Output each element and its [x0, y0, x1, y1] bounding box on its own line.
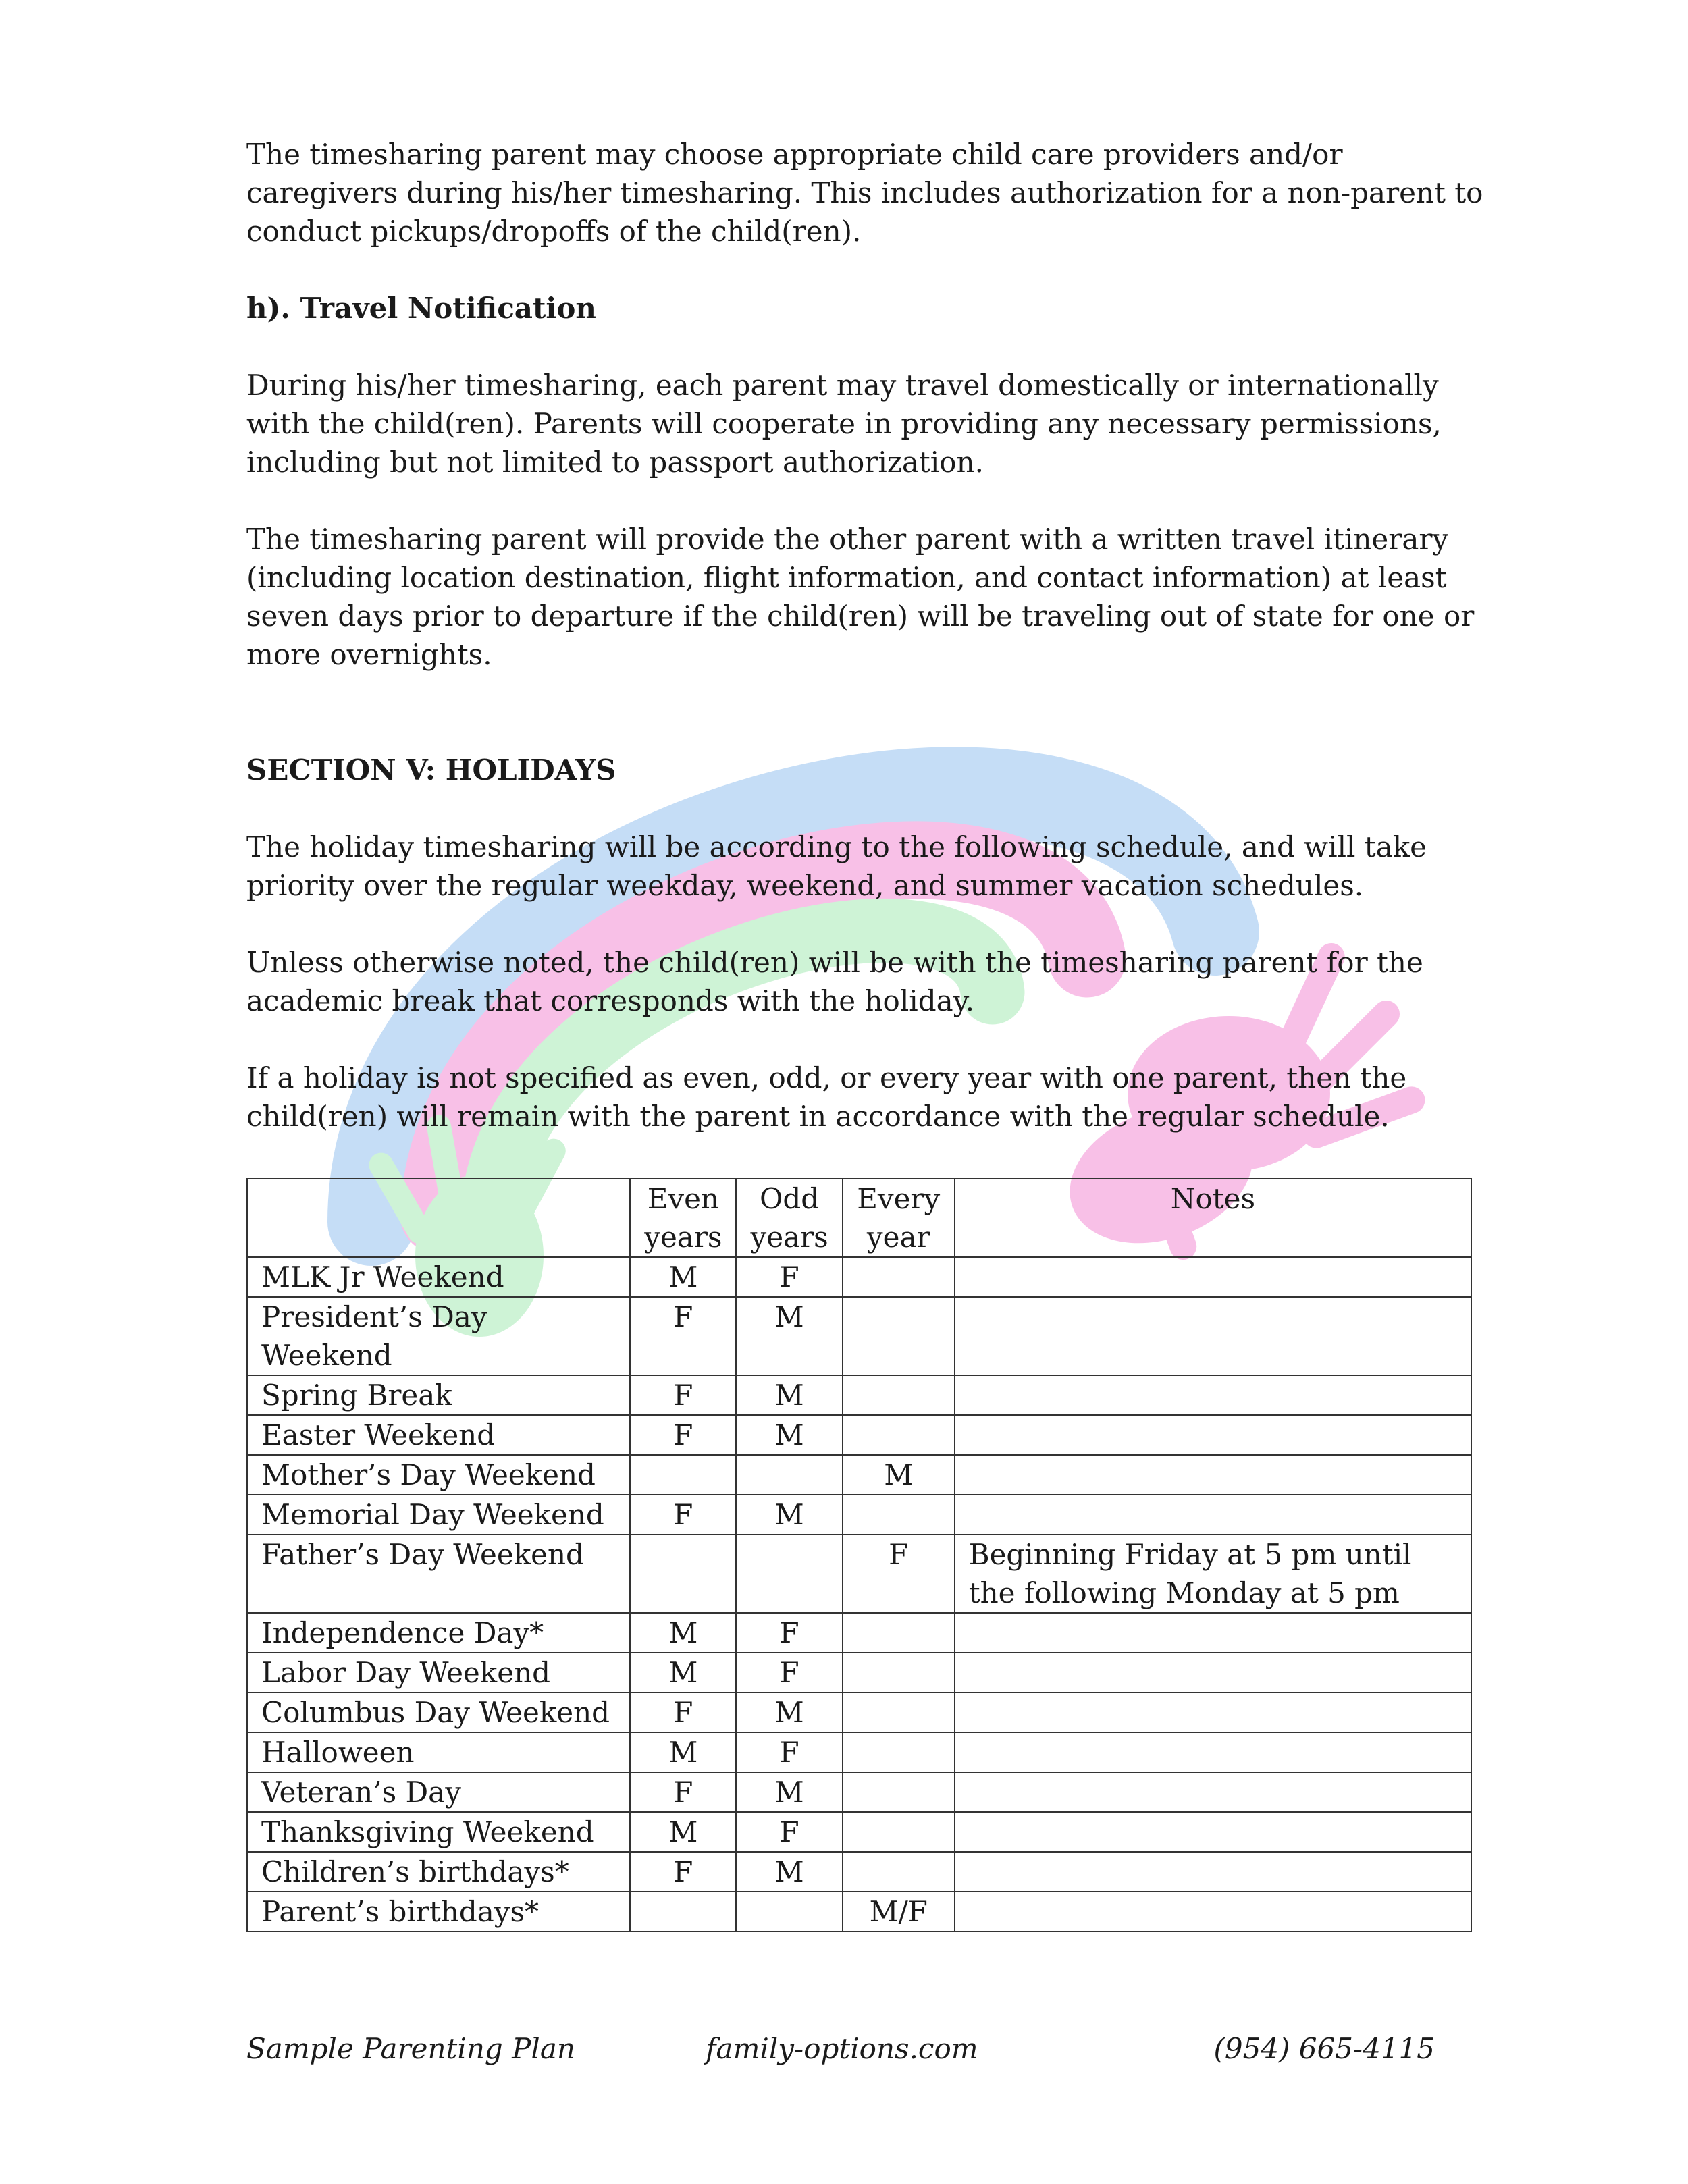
odd-years-cell: M [736, 1693, 842, 1732]
table-row [247, 1732, 1471, 1772]
holidays-paragraph-3: If a holiday is not specified as even, odd, or every year with one parent, then the child(ren) will remain with the parent in accordance with the regular schedule. [246, 1061, 1407, 1133]
every-year-cell [843, 1693, 955, 1732]
notes-cell [955, 1297, 1471, 1375]
header-even-years: Even years [630, 1179, 736, 1257]
odd-years-cell [736, 1535, 842, 1613]
every-year-cell: M/F [843, 1892, 955, 1932]
header-notes: Notes [955, 1179, 1471, 1257]
page-footer [246, 2029, 1435, 2069]
table-row [247, 1535, 1471, 1613]
table-row [247, 1297, 1471, 1375]
every-year-cell [843, 1653, 955, 1693]
even-years-cell [630, 1892, 736, 1932]
even-years-cell: F [630, 1375, 736, 1415]
even-years-cell: F [630, 1693, 736, 1732]
even-years-cell [630, 1455, 736, 1495]
even-years-cell: M [630, 1257, 736, 1297]
odd-years-cell: M [736, 1375, 842, 1415]
holiday-name-cell: Veteran’s Day [247, 1772, 630, 1812]
odd-years-cell: F [736, 1653, 842, 1693]
holidays-paragraph-2: Unless otherwise noted, the child(ren) will be with the timesharing parent for the academic break that corresponds with the holiday. [246, 946, 1423, 1017]
every-year-cell [843, 1415, 955, 1455]
holiday-name-cell: Thanksgiving Weekend [247, 1812, 630, 1852]
every-year-cell: F [843, 1535, 955, 1613]
holiday-name-cell: Spring Break [247, 1375, 630, 1415]
table-row [247, 1415, 1471, 1455]
every-year-cell [843, 1852, 955, 1892]
header-holiday [247, 1179, 630, 1257]
table-header-row [247, 1179, 1471, 1257]
holiday-name-cell: Memorial Day Weekend [247, 1495, 630, 1535]
footer-title: Sample Parenting Plan [246, 2032, 575, 2065]
notes-cell: Beginning Friday at 5 pm until the following Monday at 5 pm [955, 1535, 1471, 1613]
table-row [247, 1653, 1471, 1693]
table-row [247, 1892, 1471, 1932]
even-years-cell: M [630, 1653, 736, 1693]
every-year-cell [843, 1375, 955, 1415]
header-odd-years: Odd years [736, 1179, 842, 1257]
notes-cell [955, 1455, 1471, 1495]
odd-years-cell: M [736, 1772, 842, 1812]
every-year-cell [843, 1772, 955, 1812]
even-years-cell: F [630, 1297, 736, 1375]
header-every-year: Every year [843, 1179, 955, 1257]
footer-website: family-options.com [706, 2032, 978, 2065]
holiday-schedule-table [246, 1178, 1472, 1932]
table-row [247, 1495, 1471, 1535]
every-year-cell [843, 1732, 955, 1772]
table-row [247, 1693, 1471, 1732]
table-row [247, 1772, 1471, 1812]
holiday-name-cell: Mother’s Day Weekend [247, 1455, 630, 1495]
notes-cell [955, 1495, 1471, 1535]
holiday-name-cell: Halloween [247, 1732, 630, 1772]
odd-years-cell [736, 1892, 842, 1932]
notes-cell [955, 1375, 1471, 1415]
odd-years-cell: F [736, 1732, 842, 1772]
every-year-cell [843, 1297, 955, 1375]
even-years-cell [630, 1535, 736, 1613]
table-row [247, 1455, 1471, 1495]
odd-years-cell [736, 1455, 842, 1495]
every-year-cell [843, 1257, 955, 1297]
notes-cell [955, 1772, 1471, 1812]
travel-notification-heading: h). Travel Notification [246, 292, 596, 325]
table-row [247, 1613, 1471, 1653]
table-row [247, 1852, 1471, 1892]
holiday-name-cell: Columbus Day Weekend [247, 1693, 630, 1732]
holiday-name-cell: Easter Weekend [247, 1415, 630, 1455]
every-year-cell [843, 1613, 955, 1653]
even-years-cell: F [630, 1852, 736, 1892]
table-row [247, 1375, 1471, 1415]
table-row [247, 1812, 1471, 1852]
odd-years-cell: F [736, 1257, 842, 1297]
every-year-cell [843, 1812, 955, 1852]
travel-paragraph-1: During his/her timesharing, each parent may travel domestically or internationally with the child(ren). Parents will cooperate in providing any necessary permissions, including but not limited to passport authorization. [246, 369, 1442, 479]
document-body [246, 135, 1489, 1136]
odd-years-cell: M [736, 1415, 842, 1455]
notes-cell [955, 1693, 1471, 1732]
holidays-paragraph-1: The holiday timesharing will be according to the following schedule, and will take priority over the regular weekday, weekend, and summer vacation schedules. [246, 830, 1427, 902]
notes-cell [955, 1892, 1471, 1932]
holiday-name-cell: Children’s birthdays* [247, 1852, 630, 1892]
holiday-name-cell: President’s Day Weekend [247, 1297, 630, 1375]
odd-years-cell: M [736, 1852, 842, 1892]
notes-cell [955, 1812, 1471, 1852]
footer-phone: (954) 665-4115 [1213, 2032, 1435, 2065]
notes-cell [955, 1257, 1471, 1297]
caregivers-paragraph: The timesharing parent may choose appropriate child care providers and/or caregivers during his/her timesharing. This includes authorization for a non-parent to conduct pickups/dropoffs of the child(ren). [246, 138, 1483, 248]
notes-cell [955, 1613, 1471, 1653]
notes-cell [955, 1653, 1471, 1693]
odd-years-cell: F [736, 1613, 842, 1653]
even-years-cell: F [630, 1495, 736, 1535]
odd-years-cell: F [736, 1812, 842, 1852]
odd-years-cell: M [736, 1297, 842, 1375]
holiday-name-cell: MLK Jr Weekend [247, 1257, 630, 1297]
notes-cell [955, 1852, 1471, 1892]
holiday-name-cell: Independence Day* [247, 1613, 630, 1653]
every-year-cell [843, 1495, 955, 1535]
even-years-cell: F [630, 1772, 736, 1812]
odd-years-cell: M [736, 1495, 842, 1535]
notes-cell [955, 1732, 1471, 1772]
even-years-cell: M [630, 1613, 736, 1653]
section-holidays-heading: SECTION V: HOLIDAYS [246, 753, 616, 787]
table-row [247, 1257, 1471, 1297]
even-years-cell: F [630, 1415, 736, 1455]
holiday-name-cell: Parent’s birthdays* [247, 1892, 630, 1932]
even-years-cell: M [630, 1812, 736, 1852]
even-years-cell: M [630, 1732, 736, 1772]
notes-cell [955, 1415, 1471, 1455]
travel-paragraph-2: The timesharing parent will provide the other parent with a written travel itinerary (including location destination, flight information, and contact information) at least seven days prior to departure if the child(ren) will be traveling out of state for one or more overnights. [246, 523, 1475, 671]
holiday-name-cell: Labor Day Weekend [247, 1653, 630, 1693]
holiday-name-cell: Father’s Day Weekend [247, 1535, 630, 1613]
every-year-cell: M [843, 1455, 955, 1495]
